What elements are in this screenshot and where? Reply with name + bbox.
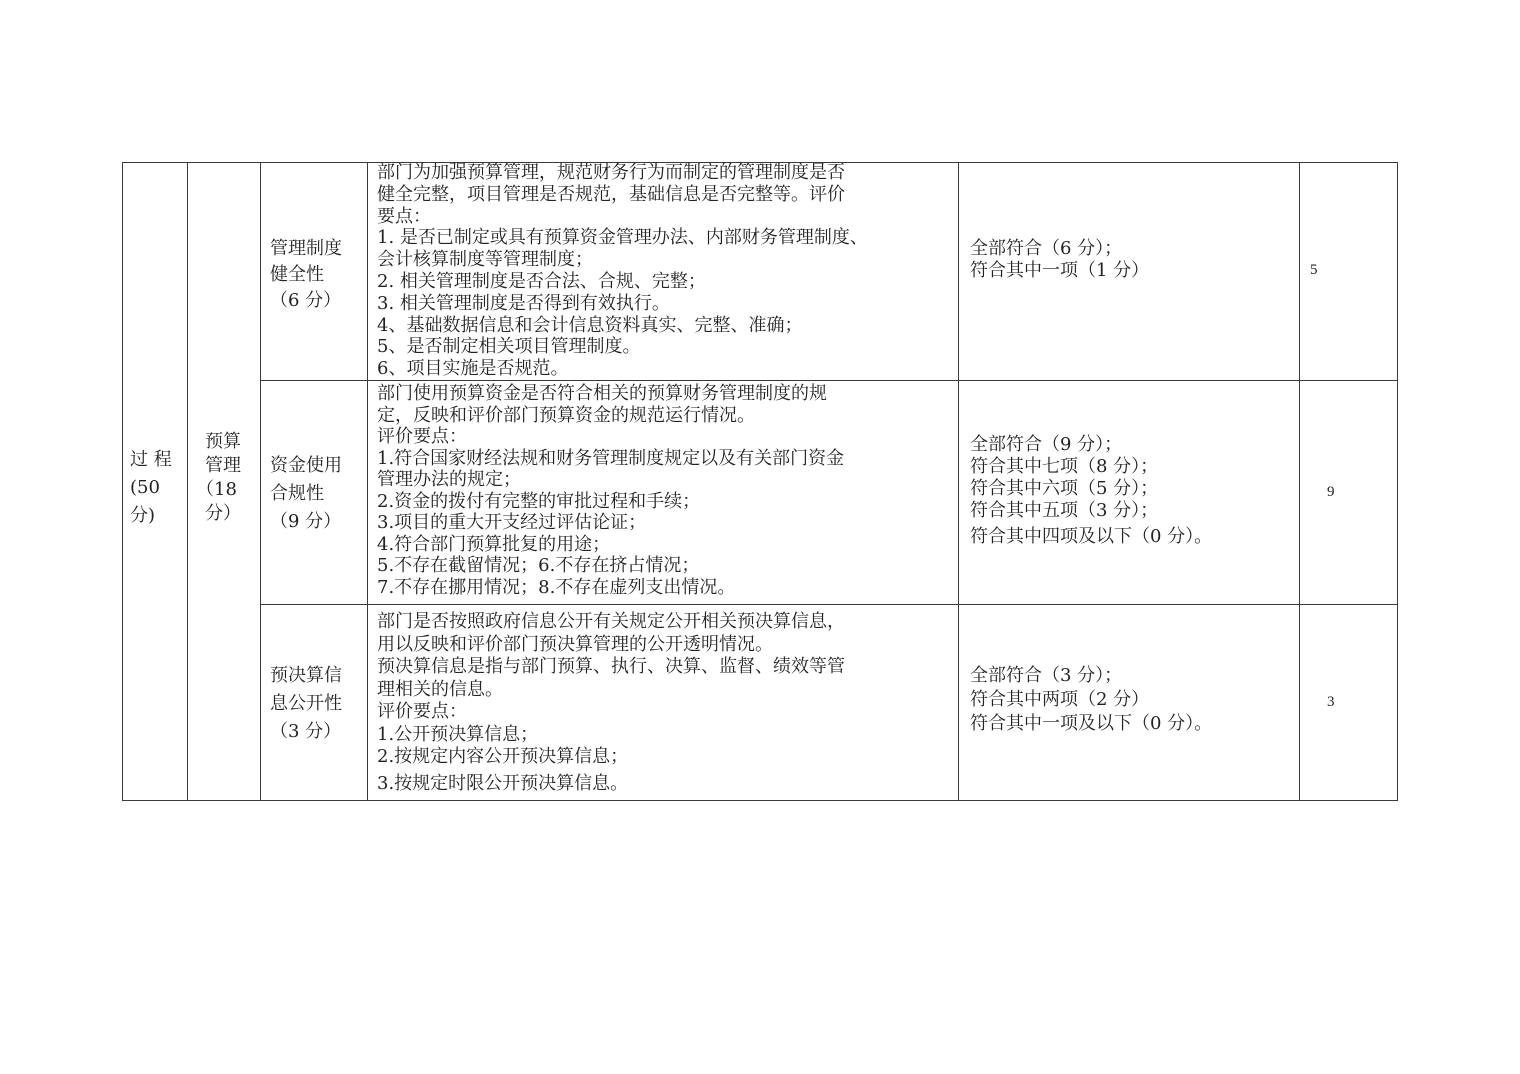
- indicator-cell: [270, 452, 362, 536]
- description-line: 评价要点：: [377, 426, 467, 447]
- description-line: 2.按规定内容公开预决算信息；: [377, 746, 629, 767]
- level1-indicator-cell: [130, 446, 186, 530]
- col-divider: [1299, 162, 1300, 801]
- criteria-line: 符合其中五项（3 分）；: [970, 500, 1159, 521]
- description-line: 3. 相关管理制度是否得到有效执行。: [377, 292, 670, 314]
- score-value: 9: [1327, 484, 1335, 500]
- criteria-line: 符合其中七项（8 分）；: [970, 456, 1159, 477]
- description-line: 1. 是否已制定或具有预算资金管理办法、内部财务管理制度、: [377, 227, 868, 249]
- description-line: 2. 相关管理制度是否合法、合规、完整；: [377, 270, 706, 292]
- level1-name: 过 程: [130, 449, 172, 470]
- description-line: 5、是否制定相关项目管理制度。: [377, 336, 641, 358]
- criteria-line: 符合其中四项及以下（0 分）。: [970, 526, 1213, 547]
- description-line: 部门是否按照政府信息公开有关规定公开相关预决算信息，: [377, 611, 845, 632]
- description-line: 7.不存在挪用情况；8.不存在虚列支出情况。: [377, 576, 736, 598]
- description-line: 1.符合国家财经法规和财务管理制度规定以及有关部门资金: [377, 447, 845, 469]
- indicator-name-line: 资金使用: [270, 455, 342, 476]
- indicator-name-line: 预决算信: [270, 665, 342, 686]
- description-line: 要点：: [377, 205, 431, 227]
- description-line: 6、项目实施是否规范。: [377, 358, 569, 380]
- level2-score: （18: [196, 479, 237, 500]
- col-divider: [122, 162, 123, 801]
- indicator-score: （3 分）: [270, 721, 342, 742]
- indicator-name-line: 健全性: [270, 264, 324, 285]
- description-line: 1.公开预决算信息；: [377, 723, 539, 745]
- description-line: 用以反映和评价部门预决算管理的公开透明情况。: [377, 633, 773, 655]
- col-divider: [958, 162, 959, 801]
- criteria-line: 全部符合（3 分）；: [970, 665, 1123, 686]
- description-line: 5.不存在截留情况；6.不存在挤占情况；: [377, 555, 700, 576]
- description-line: 3.按规定时限公开预决算信息。: [377, 772, 629, 794]
- col-divider: [187, 162, 188, 801]
- col-divider: [260, 162, 261, 801]
- row-divider: [260, 604, 1398, 605]
- description-line: 4、基础数据信息和会计信息资料真实、完整、准确；: [377, 314, 803, 336]
- row-divider: [260, 380, 1398, 381]
- description-line: 3.项目的重大开支经过评估论证；: [377, 512, 647, 533]
- col-divider: [367, 162, 368, 801]
- criteria-line: 符合其中一项（1 分）: [970, 260, 1150, 281]
- indicator-name-line: 管理制度: [270, 238, 342, 259]
- description-cell: [377, 611, 955, 795]
- criteria-cell: [970, 434, 1296, 548]
- description-line: 部门使用预算资金是否符合相关的预算财务管理制度的规: [377, 383, 827, 404]
- level2-score-unit: 分）: [205, 503, 241, 524]
- level2-name-line1: 预算: [205, 431, 241, 452]
- description-line: 会计核算制度等管理制度；: [377, 249, 593, 271]
- level1-score-unit: 分): [130, 505, 156, 526]
- criteria-cell: [970, 664, 1296, 736]
- description-line: 定，反映和评价部门预算资金的规范运行情况。: [377, 404, 755, 426]
- table-bottom-border: [122, 800, 1398, 801]
- criteria-line: 全部符合（6 分）；: [970, 238, 1123, 259]
- score-value: 5: [1310, 262, 1318, 278]
- description-line: 部门为加强预算管理，规范财务行为而制定的管理制度是否: [377, 162, 845, 183]
- description-line: 4.符合部门预算批复的用途；: [377, 533, 611, 555]
- indicator-cell: [270, 662, 362, 746]
- level2-indicator-cell: [196, 430, 256, 526]
- description-line: 管理办法的规定；: [377, 469, 521, 490]
- description-cell: [377, 162, 955, 380]
- level1-score: (50: [130, 477, 160, 498]
- indicator-cell: [270, 236, 362, 314]
- criteria-line: 符合其中一项及以下（0 分）。: [970, 713, 1213, 734]
- description-line: 评价要点：: [377, 701, 467, 722]
- level2-name-line2: 管理: [205, 455, 241, 476]
- indicator-score: （9 分）: [270, 511, 342, 532]
- criteria-cell: [970, 238, 1296, 282]
- description-cell: [377, 383, 955, 598]
- table-right-border: [1397, 162, 1398, 801]
- description-line: 预决算信息是指与部门预算、执行、决算、监督、绩效等管: [377, 656, 845, 677]
- indicator-name-line: 息公开性: [270, 693, 342, 714]
- score-value: 3: [1327, 694, 1335, 710]
- description-line: 健全完整，项目管理是否规范，基础信息是否完整等。评价: [377, 183, 845, 205]
- criteria-line: 符合其中两项（2 分）: [970, 689, 1150, 710]
- indicator-score: （6 分）: [270, 290, 342, 311]
- description-line: 2.资金的拨付有完整的审批过程和手续；: [377, 490, 701, 512]
- indicator-name-line: 合规性: [270, 483, 324, 504]
- criteria-line: 符合其中六项（5 分）；: [970, 478, 1159, 499]
- criteria-line: 全部符合（9 分）；: [970, 434, 1123, 455]
- description-line: 理相关的信息。: [377, 678, 503, 700]
